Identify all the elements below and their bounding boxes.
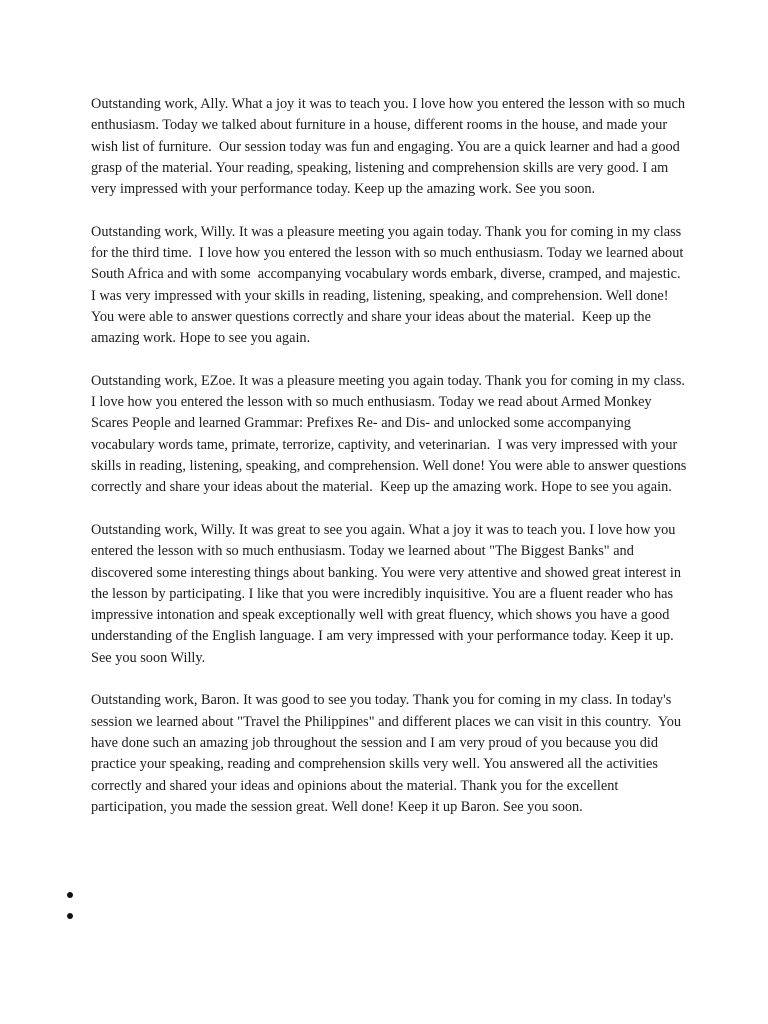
feedback-paragraph-ally: Outstanding work, Ally. What a joy it was to teach you. I love how you entered the lesson with so much enthusiasm. Today we talked about furniture in a house, different rooms in the house, and made your wish list of furniture. Our session today was fun and engaging. You are a quick learner and had a good grasp of the material. Your reading, speaking, listening and comprehension skills are very good. I am very impressed with your performance today. Keep up the amazing work. See you soon. xyxy=(91,96,689,198)
list-item xyxy=(0,884,768,905)
document-body xyxy=(91,94,691,818)
bullet-list xyxy=(0,884,768,927)
feedback-paragraph-willy-2: Outstanding work, Willy. It was great to see you again. What a joy it was to teach you. I love how you entered the lesson with so much enthusiasm. Today we learned about "The Biggest Banks" and discovered some interesting things about banking. You were very attentive and showed great interest in the lesson by participating. I like that you were incredibly inquisitive. You are a fluent reader who has impressive intonation and speak exceptionally well with great fluency, which shows you have a good understanding of the English language. I am very impressed with your performance today. Keep it up. See you soon Willy. xyxy=(91,521,685,666)
bullet-icon xyxy=(67,892,73,898)
feedback-paragraph-willy-1: Outstanding work, Willy. It was a pleasure meeting you again today. Thank you for coming in my class for the third time. I love how you entered the lesson with so much enthusiasm. Today we learned about South Africa and with some accompanying vocabulary words embark, diverse, cramped, and majestic. I was very impressed with your skills in reading, listening, speaking, and comprehension. Well done! You were able to answer questions correctly and share your ideas about the material. Keep up the amazing work. Hope to see you again. xyxy=(91,223,688,347)
feedback-paragraph-baron: Outstanding work, Baron. It was good to see you today. Thank you for coming in my class. In today's session we learned about "Travel the Philippines" and different places we can visit in this country. You have done such an amazing job throughout the session and I am very proud of you because you did practice your speaking, reading and comprehension skills very well. You answered all the activities correctly and shared your ideas and opinions about the material. Thank you for the excellent participation, you made the session great. Well done! Keep it up Baron. See you soon. xyxy=(91,692,685,815)
feedback-paragraph-ezoe: Outstanding work, EZoe. It was a pleasure meeting you again today. Thank you for coming in my class. I love how you entered the lesson with so much enthusiasm. Today we read about Armed Monkey Scares People and learned Grammar: Prefixes Re- and Dis- and unlocked some accompanying vocabulary words tame, primate, terrorize, captivity, and veterinarian. I was very impressed with your skills in reading, listening, speaking, and comprehension. Well done! You were able to answer questions correctly and share your ideas about the material. Keep up the amazing work. Hope to see you again. xyxy=(91,372,693,496)
list-item xyxy=(0,905,768,926)
bullet-icon xyxy=(67,913,73,919)
